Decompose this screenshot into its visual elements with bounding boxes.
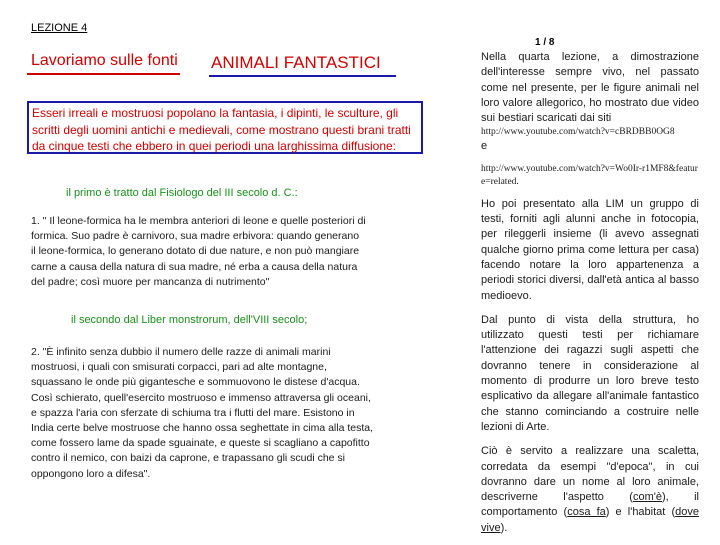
intro-text: Esseri irreali e mostruosi popolano la fantasia, i dipinti, le sculture, gli scritti degli uomini antichi e medievali, come mostrano questi brani tratti da cinque testi che ebbero in quei periodi una larghissima diffusione: (32, 106, 411, 153)
outline-text-d: ). (500, 521, 508, 534)
paragraph-structure: Dal punto di vista della struttura, ho utilizzato questi testi per richiamare l'attenzione dei ragazzi sugli aspetti che dovranno tenere in considerazione al momento di produrre un loro breve testo esplicativo da allegare all'animale fantastico che stanno cominciando a costruire nelle lezioni di Arte. (481, 313, 699, 433)
lesson-description (481, 50, 699, 545)
section-title-sources: Lavoriamo sulle fonti (31, 52, 178, 69)
outline-underlined-1: com'è (632, 491, 662, 504)
conjunction-text: e (481, 140, 488, 153)
page-number: 1 / 8 (535, 37, 555, 48)
paragraph-outline (481, 444, 699, 536)
outline-underlined-2: cosa fa (567, 506, 606, 519)
outline-text-b: ), il comportamento ( (481, 491, 700, 519)
source1-heading: il primo è tratto dal Fisiologo del III secolo d. C.: (66, 187, 298, 199)
source1-quote: 1. " Il leone-formica ha le membra anteriori di leone e quelle posteriori di formica. Suo padre è carnivoro, sua madre erbivora: quando generano il leone-formica, lo generano dotato di due nature, e non può mangiare carne a causa della natura di sua madre, né erba a causa della natura del padre; così muore per mancanza di nutrimento" (31, 215, 366, 288)
title-underline-red (27, 73, 180, 75)
outline-underlined-3: dove vive (481, 506, 699, 534)
lesson-label: LEZIONE 4 (31, 22, 88, 34)
source2-heading: il secondo dal Liber monstrorum, dell'VIII secolo; (71, 314, 308, 326)
source2-quote: 2. "È infinito senza dubbio il numero delle razze di animali marini mostruosi, i quali con smisurati corpacci, pari ad alte montagne, squassano le onde più gigantesche e sommuovono le distese d'acqua. Così schierato, quell'esercito mostruoso e immenso attraversa gli oceani, e spazza l'aria con sferzate di schiuma tra i flutti del mare. Esistono in India certe belve mostruose che hanno ossa seghettate in cima alla testa, come fossero lame da spade sguainate, e queste si scagliano a capofitto contro il nemico, con baizi da caprone, e trapassano gli scudi che si oppongono loro a difesa". (31, 346, 374, 480)
youtube-link-2[interactable]: http://www.youtube.com/watch?v=Wo0Ir-r1MF8&feature=related. (481, 163, 698, 187)
paragraph-videos: Nella quarta lezione, a dimostrazione dell'interesse sempre vivo, nel passato come nel presente, per le figure animali nel loro valore allegorico, ho mostrato due video sui bestiari scaricati dai siti (481, 51, 699, 125)
outline-text-a: Ciò è servito a realizzare una scaletta, corredata da esempi "d'epoca", in cui dovranno dare un nome al loro animale, descriverne l'aspetto ( (481, 445, 699, 504)
youtube-link-1[interactable]: http://www.youtube.com/watch?v=cBRDBB0OG8 (481, 127, 675, 138)
title-underline-blue (209, 75, 396, 77)
paragraph-lim: Ho poi presentato alla LIM un gruppo di testi, forniti agli alunni anche in fotocopia, per rileggerli insieme (li avevo assegnati qualche giorno prima come lettura per casa) facendo notare la loro appartenenza a periodi storici diversi, dall'età antica al basso medioevo. (481, 197, 699, 302)
intro-box (27, 101, 423, 154)
outline-text-c: ) e l'habitat ( (605, 506, 676, 519)
section-title-animals: ANIMALI FANTASTICI (211, 53, 381, 72)
